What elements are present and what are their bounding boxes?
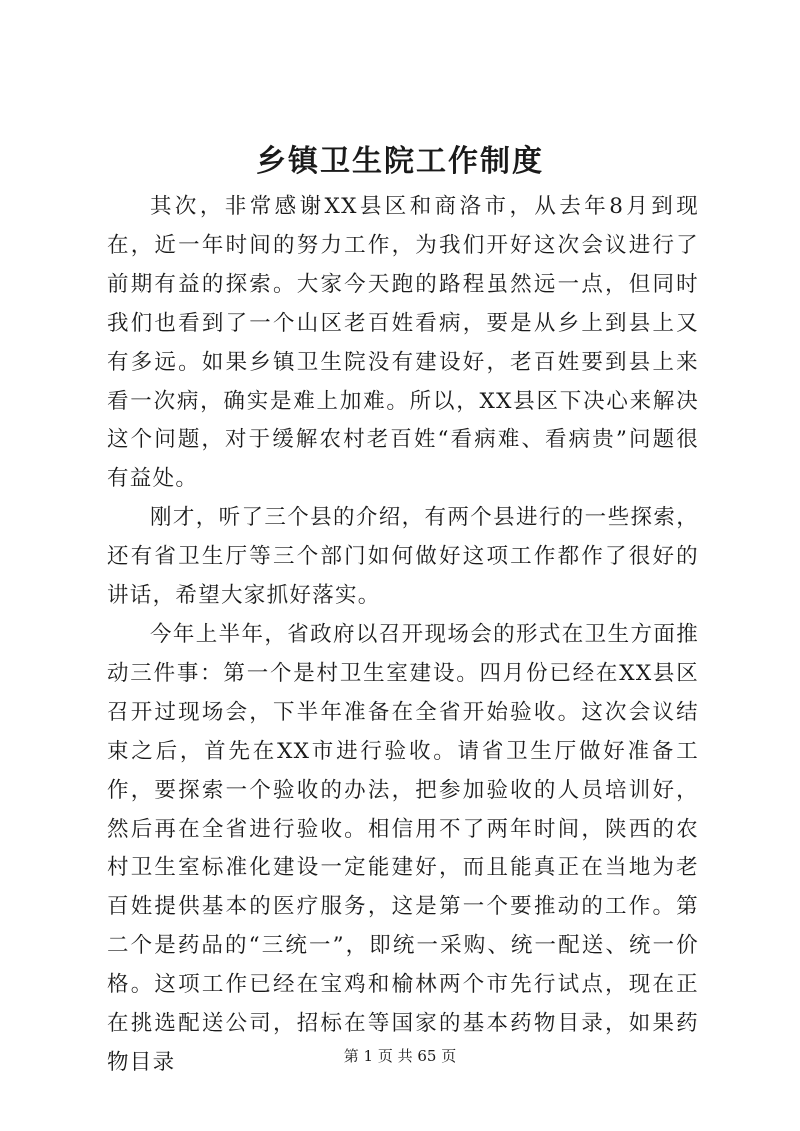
paragraph-1: 其次，非常感谢XX县区和商洛市，从去年8月到现在，近一年时间的努力工作，为我们开好这次会议进行了前期有益的探索。大家今天跑的路程虽然远一点，但同时我们也看到了一个山区老百姓看病，要是从乡上到县上又有多远。如果乡镇卫生院没有建设好，老百姓要到县上来看一次病，确实是难上加难。所以，XX县区下决心来解决这个问题，对于缓解农村老百姓“看病难、看病贵”问题很有益处。	[107, 194, 699, 492]
page-footer: 第 1 页 共 65 页	[343, 1047, 457, 1065]
document-body	[107, 188, 699, 1083]
paragraph-2: 刚才，听了三个县的介绍，有两个县进行的一些探索，还有省卫生厅等三个部门如何做好这项工作都作了很好的讲话，希望大家抓好落实。	[107, 505, 699, 609]
paragraph-3: 今年上半年，省政府以召开现场会的形式在卫生方面推动三件事：第一个是村卫生室建设。四月份已经在XX县区召开过现场会，下半年准备在全省开始验收。这次会议结束之后，首先在XX市进行验收。请省卫生厅做好准备工作，要探索一个验收的办法，把参加验收的人员培训好，然后再在全省进行验收。相信用不了两年时间，陕西的农村卫生室标准化建设一定能建好，而且能真正在当地为老百姓提供基本的医疗服务，这是第一个要推动的工作。第二个是药品的“三统一”，即统一采购、统一配送、统一价格。这项工作已经在宝鸡和榆林两个市先行试点，现在正在挑选配送公司，招标在等国家的基本药物目录，如果药物目录	[107, 621, 699, 1075]
document-title: 乡镇卫生院工作制度	[256, 144, 544, 179]
